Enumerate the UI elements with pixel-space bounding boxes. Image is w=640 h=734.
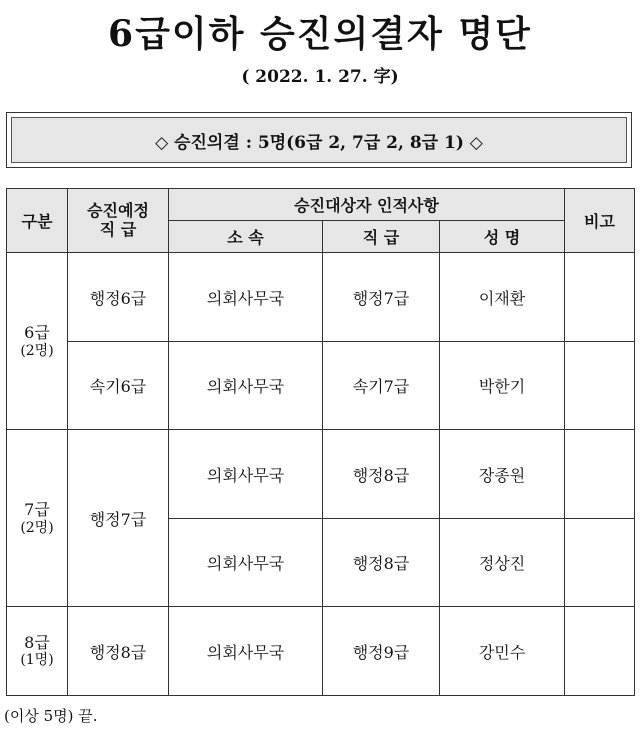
table-row [7,253,635,342]
affiliation-cell: 의회사무국 [169,341,323,430]
header-affiliation: 소 속 [169,221,323,253]
category-label: 6급 [24,323,50,343]
category-cell [7,253,68,430]
header-planned-grade-line1: 승진예정 [87,201,149,221]
header-target-info: 승진대상자 인적사항 [169,189,565,221]
summary-text: ◇ 승진의결 : 5명(6급 2, 7급 2, 8급 1) ◇ [11,117,627,163]
affiliation-cell: 의회사무국 [169,430,323,519]
remarks-cell [565,341,635,430]
footer-note: (이상 5명) 끝. [4,707,98,725]
header-grade: 직 급 [323,221,440,253]
table-row [7,607,635,696]
grade-cell: 행정8급 [323,518,440,607]
affiliation-cell: 의회사무국 [169,253,323,342]
name-cell: 강민수 [440,607,565,696]
remarks-cell [565,607,635,696]
table-row [7,430,635,519]
header-remarks: 비고 [565,189,635,253]
header-planned-grade [68,189,169,253]
summary-box [6,112,632,168]
affiliation-cell: 의회사무국 [169,607,323,696]
planned-grade-cell: 행정7급 [68,430,169,607]
name-cell: 박한기 [440,341,565,430]
remarks-cell [565,430,635,519]
grade-cell: 행정8급 [323,430,440,519]
affiliation-cell: 의회사무국 [169,518,323,607]
header-row-1 [7,189,635,221]
category-label: 8급 [24,632,50,652]
remarks-cell [565,253,635,342]
category-cell [7,430,68,607]
planned-grade-cell: 행정8급 [68,607,169,696]
planned-grade-cell: 속기6급 [68,341,169,430]
header-name: 성 명 [440,221,565,253]
document-title: 6급이하 승진의결자 명단 [108,13,532,55]
remarks-cell [565,518,635,607]
name-cell: 장종원 [440,430,565,519]
table-row [7,341,635,430]
header-category: 구분 [7,189,68,253]
category-cell [7,607,68,696]
document-date: ( 2022. 1. 27. 字) [241,67,399,87]
category-label: 7급 [24,500,50,520]
category-count: (2명) [20,519,54,536]
grade-cell: 속기7급 [323,341,440,430]
name-cell: 이재환 [440,253,565,342]
grade-cell: 행정7급 [323,253,440,342]
category-count: (1명) [20,652,54,669]
promotion-table [6,188,635,696]
grade-cell: 행정9급 [323,607,440,696]
planned-grade-cell: 행정6급 [68,253,169,342]
category-count: (2명) [20,342,54,359]
name-cell: 정상진 [440,518,565,607]
header-planned-grade-line2: 직 급 [99,219,137,239]
